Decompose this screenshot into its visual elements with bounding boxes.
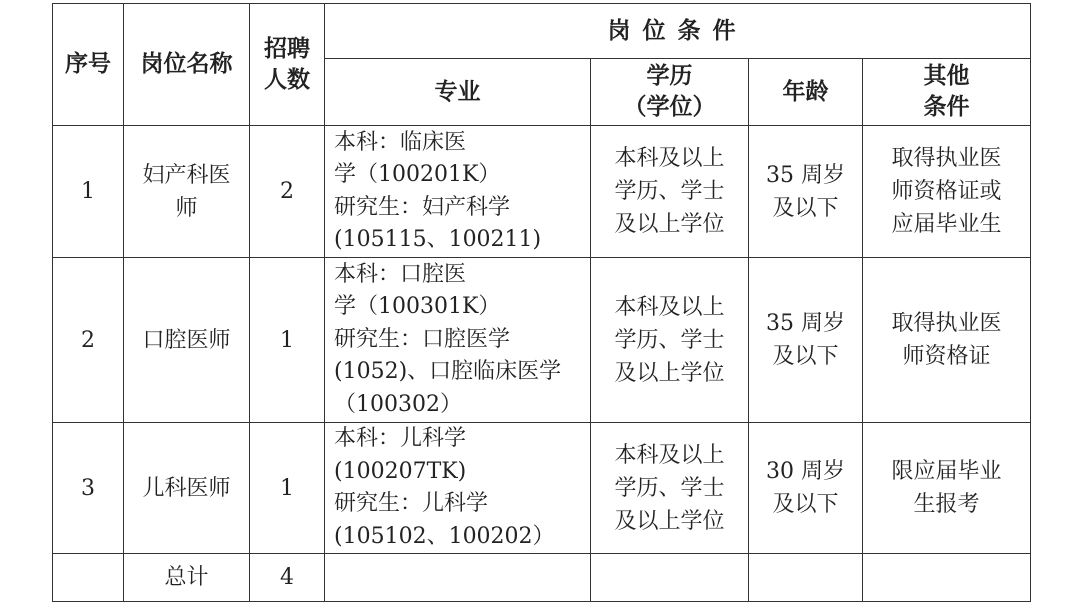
row-index: 1 xyxy=(53,126,124,258)
major-line: 研究生：口腔医学 xyxy=(334,326,511,352)
recruitment-table xyxy=(52,3,1031,602)
other-line: 取得执业医 xyxy=(891,311,1002,336)
education-line: 学历、学士 xyxy=(614,475,725,501)
major-line: 本科：临床医 xyxy=(334,129,467,155)
age-line: 35 周岁 xyxy=(766,311,845,336)
other-line: 取得执业医 xyxy=(891,146,1002,171)
major-line: （100302） xyxy=(334,391,462,417)
major-line: 本科：儿科学 xyxy=(334,426,467,451)
position-line: 儿科医师 xyxy=(142,475,231,501)
major-line: (105115、100211) xyxy=(334,227,542,252)
header-conditions: 岗位条件 xyxy=(325,4,1031,59)
major-line: 研究生：儿科学 xyxy=(334,491,489,516)
education-line: 本科及以上 xyxy=(614,442,725,468)
row-index: 2 xyxy=(53,258,124,423)
total-index-empty xyxy=(53,554,124,602)
row-major xyxy=(325,258,591,423)
education-line: 学历、学士 xyxy=(614,327,725,353)
other-line: 生报考 xyxy=(913,492,980,517)
age-line: 30 周岁 xyxy=(766,459,845,484)
row-index: 3 xyxy=(53,423,124,554)
header-hires xyxy=(250,4,325,126)
table-row xyxy=(53,126,1031,258)
row-education xyxy=(591,423,749,554)
education-line: 本科及以上 xyxy=(614,146,725,171)
row-major xyxy=(325,126,591,258)
total-row xyxy=(53,554,1031,602)
education-line: 及以上学位 xyxy=(614,360,725,386)
row-major xyxy=(325,423,591,554)
table-row xyxy=(53,423,1031,554)
row-education xyxy=(591,126,749,258)
age-line: 及以下 xyxy=(772,344,839,369)
row-other xyxy=(863,423,1031,554)
total-empty-cell xyxy=(749,554,863,602)
row-age xyxy=(749,423,863,554)
position-line: 师 xyxy=(175,195,198,221)
other-line: 应届毕业生 xyxy=(891,212,1002,237)
header-education xyxy=(591,59,749,126)
position-line: 妇产科医 xyxy=(142,162,231,188)
header-hires-line: 招聘 xyxy=(264,35,310,62)
row-other xyxy=(863,126,1031,258)
age-line: 35 周岁 xyxy=(766,162,845,188)
total-empty-cell xyxy=(863,554,1031,602)
major-line: 本科：口腔医 xyxy=(334,261,467,287)
header-education-line: 学历 xyxy=(646,63,693,89)
other-line: 师资格证 xyxy=(902,344,991,369)
header-education-line: （学位） xyxy=(623,94,716,120)
education-line: 学历、学士 xyxy=(614,179,725,204)
header-age: 年龄 xyxy=(749,59,863,126)
education-line: 本科及以上 xyxy=(614,294,725,320)
header-other xyxy=(863,59,1031,126)
row-age xyxy=(749,126,863,258)
major-line: 学（100201K） xyxy=(334,162,501,187)
row-hires: 1 xyxy=(250,423,325,554)
row-position xyxy=(124,423,250,554)
major-line: 学（100301K） xyxy=(334,294,501,320)
row-age xyxy=(749,258,863,423)
row-education xyxy=(591,258,749,423)
row-other xyxy=(863,258,1031,423)
other-line: 限应届毕业 xyxy=(891,459,1002,484)
other-line: 师资格证或 xyxy=(891,179,1002,204)
total-hires: 4 xyxy=(250,554,325,602)
major-line: (1052)、口腔临床医学 xyxy=(334,359,562,385)
row-hires: 1 xyxy=(250,258,325,423)
total-empty-cell xyxy=(325,554,591,602)
major-line: (100207TK) xyxy=(334,458,467,484)
major-line: 研究生：妇产科学 xyxy=(334,194,511,220)
row-position xyxy=(124,126,250,258)
header-position: 岗位名称 xyxy=(124,4,250,126)
row-hires: 2 xyxy=(250,126,325,258)
header-other-line: 条件 xyxy=(923,94,970,120)
header-hires-line: 人数 xyxy=(264,66,310,93)
total-empty-cell xyxy=(591,554,749,602)
age-line: 及以下 xyxy=(772,195,839,221)
major-line: (105102、100202） xyxy=(334,523,555,549)
age-line: 及以下 xyxy=(772,492,839,517)
total-label: 总计 xyxy=(124,554,250,602)
header-index: 序号 xyxy=(53,4,124,126)
education-line: 及以上学位 xyxy=(614,508,725,534)
table-row xyxy=(53,258,1031,423)
row-position xyxy=(124,258,250,423)
header-other-line: 其他 xyxy=(923,63,970,89)
header-major: 专业 xyxy=(325,59,591,126)
position-line: 口腔医师 xyxy=(142,327,231,353)
education-line: 及以上学位 xyxy=(614,212,725,237)
